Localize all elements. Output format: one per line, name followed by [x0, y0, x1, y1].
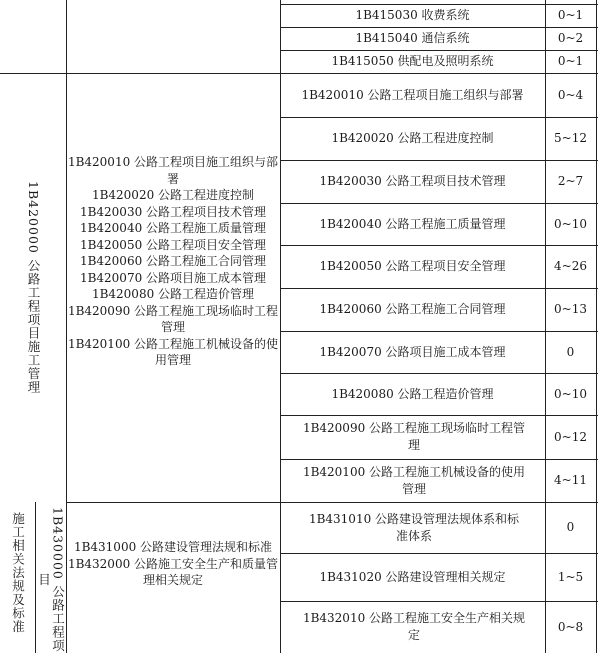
score-range-cell: 0 [566, 520, 575, 534]
topic-cell: 1B420080 公路工程造价管理 [331, 386, 494, 401]
score-range-cell: 0~12 [554, 429, 587, 444]
topic-cell: 1B415030 收费系统 [355, 8, 470, 22]
score-range-cell: 0~4 [557, 87, 584, 102]
score-range-cell: 4~11 [554, 473, 587, 487]
category-cell [0, 502, 35, 653]
chapter-list [66, 154, 280, 369]
score-range-cell: 0~10 [554, 386, 587, 401]
topic-cell: 1B431010 公路建设管理法规体系和标准体系 [308, 511, 520, 543]
category-label: 1B420000 公路工程项目施工管理 [26, 181, 41, 394]
chapter-item: 1B420010 公路工程项目施工组织与部署 [67, 155, 279, 186]
category-cell [0, 73, 66, 502]
score-range-cell: 1~5 [557, 569, 584, 584]
topic-cell: 1B420030 公路工程项目技术管理 [319, 174, 506, 188]
score-range-cell: 0 [566, 344, 575, 359]
chapter-item: 1B420090 公路工程施工现场临时工程管理 [67, 303, 279, 334]
chapter-list [66, 539, 280, 589]
topic-cell: 1B420070 公路项目施工成本管理 [319, 344, 506, 359]
chapter-item: 1B420050 公路工程项目安全管理 [79, 237, 267, 252]
chapter-item: 1B420080 公路工程造价管理 [91, 287, 255, 301]
topic-cell: 1B420050 公路工程项目安全管理 [319, 259, 506, 273]
score-range-cell: 4~26 [554, 259, 587, 273]
topic-cell: 1B420010 公路工程项目施工组织与部署 [301, 87, 524, 102]
category-label: 施工相关法规及标准 [10, 512, 26, 634]
topic-cell: 1B432010 公路工程施工安全生产相关规定 [302, 611, 526, 642]
topic-cell: 1B415040 通信系统 [355, 31, 470, 45]
topic-cell: 1B431020 公路建设管理相关规定 [319, 569, 506, 584]
score-range-cell: 2~7 [557, 174, 584, 188]
chapter-item: 1B420100 公路工程施工机械设备的使用管理 [67, 336, 279, 367]
score-range-cell: 0~10 [554, 216, 587, 231]
chapter-item: 1B432000 公路施工安全生产和质量管理相关规定 [67, 556, 279, 587]
score-range-cell: 0~13 [554, 302, 587, 316]
chapter-item: 1B420040 公路工程施工质量管理 [79, 221, 267, 235]
topic-cell: 1B415050 供配电及照明系统 [331, 54, 494, 68]
topic-cell: 1B420020 公路工程进度控制 [331, 131, 494, 145]
score-range-cell: 0~1 [557, 8, 584, 22]
category-label: 1B430000 公路工程项目 [36, 506, 66, 653]
topic-cell: 1B420100 公路工程施工机械设备的使用管理 [302, 464, 526, 496]
score-range-cell: 0~2 [557, 31, 584, 45]
topic-cell: 1B420090 公路工程施工现场临时工程管理 [302, 421, 526, 452]
chapter-item: 1B420020 公路工程进度控制 [91, 188, 255, 202]
chapter-item: 1B420070 公路项目施工成本管理 [79, 270, 267, 285]
topic-cell: 1B420040 公路工程施工质量管理 [319, 216, 506, 231]
chapter-item: 1B431000 公路建设管理法规和标准 [73, 540, 273, 554]
chapter-item: 1B420030 公路工程项目技术管理 [79, 204, 267, 219]
score-range-cell: 5~12 [554, 131, 587, 145]
topic-cell: 1B420060 公路工程施工合同管理 [319, 302, 506, 316]
chapter-item: 1B420060 公路工程施工合同管理 [79, 254, 267, 268]
score-range-cell: 0~8 [557, 619, 584, 634]
score-range-cell: 0~1 [557, 54, 584, 68]
category-cell [35, 502, 66, 653]
column-divider [596, 0, 597, 653]
